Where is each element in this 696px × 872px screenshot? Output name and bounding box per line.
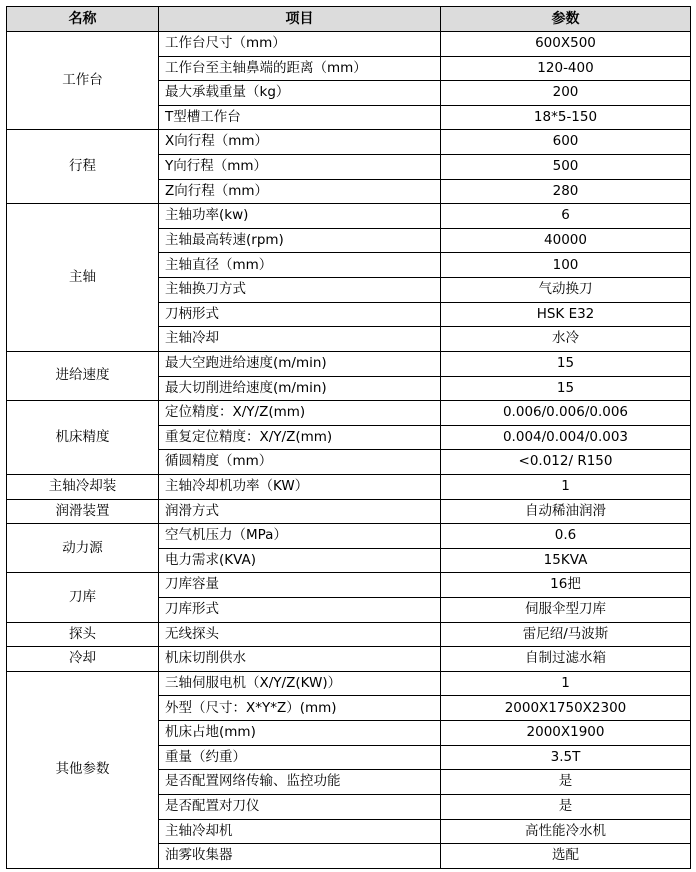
value-cell: 2000X1750X2300 [441,696,691,721]
value-cell: 选配 [441,844,691,869]
value-cell: HSK E32 [441,302,691,327]
item-cell: 最大空跑进给速度(m/min) [159,351,441,376]
item-cell: 刀库容量 [159,573,441,598]
group-name-cell: 润滑装置 [7,499,159,524]
item-cell: 最大承载重量（kg） [159,81,441,106]
value-cell: 1 [441,474,691,499]
item-cell: 刀库形式 [159,598,441,623]
item-cell: 循圆精度（mm） [159,450,441,475]
item-cell: 电力需求(KVA) [159,548,441,573]
item-cell: 是否配置网络传输、监控功能 [159,770,441,795]
item-cell: 机床切削供水 [159,647,441,672]
item-cell: 机床占地(mm) [159,721,441,746]
table-row [7,671,691,696]
item-cell: 无线探头 [159,622,441,647]
table-header [7,7,691,32]
item-cell: Z向行程（mm） [159,179,441,204]
value-cell: 高性能冷水机 [441,819,691,844]
item-cell: 是否配置对刀仪 [159,794,441,819]
item-cell: 刀柄形式 [159,302,441,327]
item-cell: 工作台尺寸（mm） [159,32,441,57]
item-cell: 三轴伺服电机（X/Y/Z(KW)） [159,671,441,696]
value-cell: 18*5-150 [441,105,691,130]
value-cell: 0.004/0.004/0.003 [441,425,691,450]
group-name-cell: 行程 [7,130,159,204]
value-cell: 伺服伞型刀库 [441,598,691,623]
table-row [7,351,691,376]
item-cell: 工作台至主轴鼻端的距离（mm） [159,56,441,81]
value-cell: 280 [441,179,691,204]
value-cell: 1 [441,671,691,696]
item-cell: 主轴最高转速(rpm) [159,228,441,253]
group-name-cell: 机床精度 [7,401,159,475]
item-cell: 主轴冷却 [159,327,441,352]
header-value: 参数 [441,7,691,32]
item-cell: 最大切削进给速度(m/min) [159,376,441,401]
item-cell: 重复定位精度：X/Y/Z(mm) [159,425,441,450]
value-cell: 是 [441,794,691,819]
table-row [7,524,691,549]
value-cell: 500 [441,155,691,180]
group-name-cell: 进给速度 [7,351,159,400]
header-row [7,7,691,32]
group-name-cell: 刀库 [7,573,159,622]
value-cell: 600X500 [441,32,691,57]
item-cell: 润滑方式 [159,499,441,524]
value-cell: 0.006/0.006/0.006 [441,401,691,426]
value-cell: 气动换刀 [441,278,691,303]
value-cell: 水冷 [441,327,691,352]
value-cell: 3.5T [441,745,691,770]
value-cell: 100 [441,253,691,278]
header-item: 项目 [159,7,441,32]
value-cell: 15 [441,351,691,376]
group-name-cell: 探头 [7,622,159,647]
item-cell: T型槽工作台 [159,105,441,130]
value-cell: 600 [441,130,691,155]
table-row [7,474,691,499]
item-cell: 主轴冷却机功率（KW） [159,474,441,499]
value-cell: 2000X1900 [441,721,691,746]
value-cell: 120-400 [441,56,691,81]
table-row [7,573,691,598]
table-row [7,401,691,426]
item-cell: X向行程（mm） [159,130,441,155]
group-name-cell: 工作台 [7,32,159,130]
table-body [7,32,691,869]
item-cell: 主轴直径（mm） [159,253,441,278]
table-row [7,622,691,647]
spec-table [6,6,691,869]
value-cell: 雷尼绍/马波斯 [441,622,691,647]
value-cell: 0.6 [441,524,691,549]
item-cell: 主轴换刀方式 [159,278,441,303]
header-name: 名称 [7,7,159,32]
table-row [7,32,691,57]
value-cell: 16把 [441,573,691,598]
group-name-cell: 其他参数 [7,671,159,868]
group-name-cell: 主轴 [7,204,159,352]
item-cell: 油雾收集器 [159,844,441,869]
value-cell: 15 [441,376,691,401]
group-name-cell: 主轴冷却装 [7,474,159,499]
value-cell: <0.012/ R150 [441,450,691,475]
value-cell: 40000 [441,228,691,253]
item-cell: 主轴冷却机 [159,819,441,844]
value-cell: 200 [441,81,691,106]
item-cell: 空气机压力（MPa） [159,524,441,549]
value-cell: 自制过滤水箱 [441,647,691,672]
value-cell: 6 [441,204,691,229]
group-name-cell: 冷却 [7,647,159,672]
table-row [7,204,691,229]
item-cell: 定位精度：X/Y/Z(mm) [159,401,441,426]
item-cell: Y向行程（mm） [159,155,441,180]
table-row [7,130,691,155]
table-row [7,647,691,672]
value-cell: 是 [441,770,691,795]
value-cell: 15KVA [441,548,691,573]
item-cell: 主轴功率(kw) [159,204,441,229]
item-cell: 外型（尺寸：X*Y*Z）(mm) [159,696,441,721]
value-cell: 自动稀油润滑 [441,499,691,524]
item-cell: 重量（约重） [159,745,441,770]
table-row [7,499,691,524]
group-name-cell: 动力源 [7,524,159,573]
